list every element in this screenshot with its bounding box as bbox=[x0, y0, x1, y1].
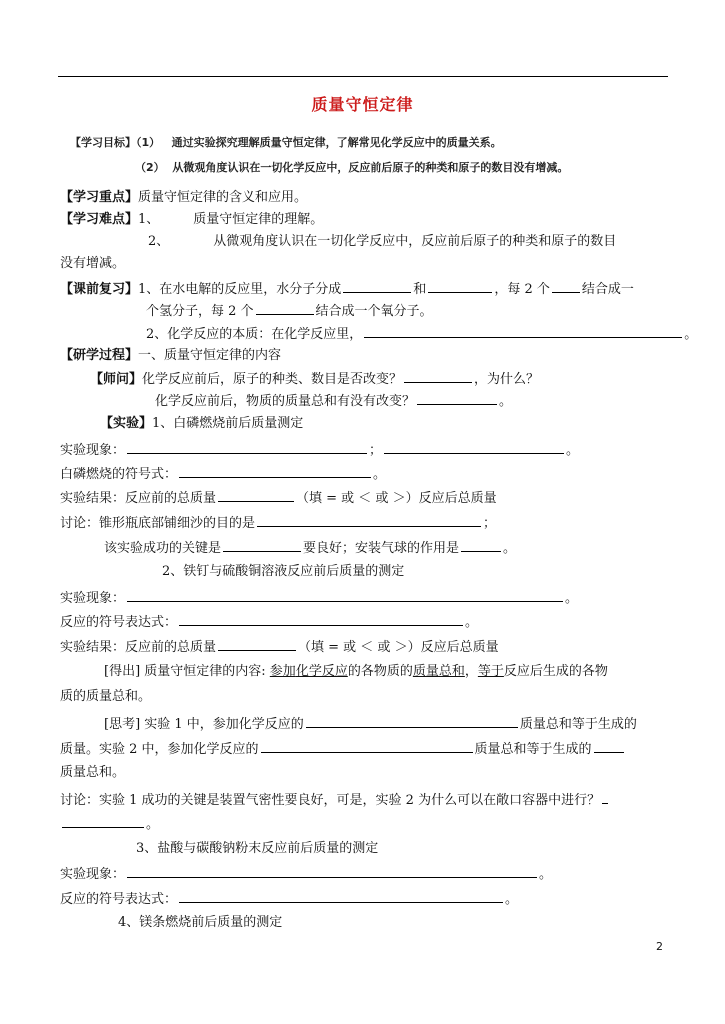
blank-field[interactable] bbox=[62, 814, 144, 828]
teacher-question-2: 化学反应前后，物质的质量总和有没有改变？ 。 bbox=[155, 391, 512, 411]
blank-field[interactable] bbox=[127, 440, 367, 454]
discussion-2-cont: 。 bbox=[60, 814, 159, 834]
header-rule bbox=[58, 76, 668, 77]
blank-field[interactable] bbox=[364, 324, 682, 338]
discussion-2: 讨论：实验 1 成功的关键是装置气密性要良好，可是，实验 2 为什么可以在敞口容器中进行？ bbox=[60, 790, 610, 810]
conclusion-cont: 质的质量总和。 bbox=[60, 689, 152, 704]
blank-field[interactable] bbox=[404, 369, 472, 383]
blank-field[interactable] bbox=[594, 739, 624, 753]
think-3: 质量总和。 bbox=[60, 765, 126, 780]
difficulty-2-cont: 没有增减。 bbox=[60, 256, 126, 271]
key-points: 【学习重点】质量守恒定律的含义和应用。 bbox=[60, 190, 308, 205]
blank-field[interactable] bbox=[552, 279, 580, 293]
blank-field[interactable] bbox=[179, 464, 371, 478]
experiment-1-phenomenon: 实验现象： ； 。 bbox=[60, 440, 579, 460]
blank-field[interactable] bbox=[179, 612, 463, 626]
think-2: 质量。实验 2 中，参加化学反应的 质量总和等于生成的 bbox=[60, 739, 626, 759]
process-heading: 【研学过程】一、质量守恒定律的内容 bbox=[60, 348, 282, 363]
blank-field[interactable] bbox=[127, 588, 563, 602]
blank-field[interactable] bbox=[417, 391, 497, 405]
difficulty-1: 【学习难点】1、 质量守恒定律的理解。 bbox=[60, 212, 324, 227]
blank-field[interactable] bbox=[223, 538, 301, 552]
think-1: [思考] 实验 1 中，参加化学反应的 质量总和等于生成的 bbox=[104, 714, 637, 734]
experiment-2-result: 实验结果：反应前的总质量 （填 = 或 ＜ 或 ＞）反应后总质量 bbox=[60, 637, 499, 657]
blank-field[interactable] bbox=[218, 488, 294, 502]
experiment-3-phenomenon: 实验现象： 。 bbox=[60, 864, 552, 884]
review-q2: 2、化学反应的本质：在化学反应里， 。 bbox=[146, 324, 697, 344]
experiment-1-key: 该实验成功的关键是 要良好；安装气球的作用是 。 bbox=[104, 538, 516, 558]
experiment-2-title: 2、铁钉与硫酸铜溶液反应前后质量的测定 bbox=[162, 564, 405, 579]
experiment-4-title: 4、镁条燃烧前后质量的测定 bbox=[118, 915, 283, 930]
page-title: 质量守恒定律 bbox=[311, 95, 414, 114]
review-q1-cont: 个氢分子，每 2 个 结合成一个氧分子。 bbox=[146, 301, 433, 321]
blank-field[interactable] bbox=[179, 889, 503, 903]
page-number: 2 bbox=[656, 940, 663, 953]
review-q1: 【课前复习】1、在水电解的反应里，水分子分成 和 ，每 2 个 结合成一 bbox=[60, 279, 634, 299]
blank-field[interactable] bbox=[602, 790, 608, 804]
objective-2: （2） 从微观角度认识在一切化学反应中，反应前后原子的种类和原子的数目没有增减。 bbox=[135, 161, 569, 174]
blank-field[interactable] bbox=[127, 864, 537, 878]
blank-field[interactable] bbox=[306, 714, 518, 728]
experiment-1-result: 实验结果：反应前的总质量 （填 = 或 ＜ 或 ＞）反应后总质量 bbox=[60, 488, 497, 508]
objective-1: 【学习目标】（1） 通过实验探究理解质量守恒定律，了解常见化学反应中的质量关系。 bbox=[70, 136, 502, 149]
experiment-3-title: 3、盐酸与碳酸钠粉末反应前后质量的测定 bbox=[136, 841, 379, 856]
objectives-label: 【学习目标】 bbox=[70, 136, 136, 149]
blank-field[interactable] bbox=[428, 279, 492, 293]
experiment-2-symbol: 反应的符号表达式： 。 bbox=[60, 612, 478, 632]
conclusion: [得出] 质量守恒定律的内容: 参加化学反应的各物质的质量总和，等于反应后生成的各物 bbox=[104, 664, 608, 679]
blank-field[interactable] bbox=[256, 301, 314, 315]
blank-field[interactable] bbox=[261, 739, 473, 753]
blank-field[interactable] bbox=[257, 513, 481, 527]
experiment-3-symbol: 反应的符号表达式： 。 bbox=[60, 889, 518, 909]
blank-field[interactable] bbox=[218, 637, 296, 651]
blank-field[interactable] bbox=[384, 440, 564, 454]
experiment-1-symbol: 白磷燃烧的符号式： 。 bbox=[60, 464, 386, 484]
blank-field[interactable] bbox=[461, 538, 501, 552]
teacher-question-1: 【师问】化学反应前后，原子的种类、数目是否改变？ ，为什么？ bbox=[90, 369, 539, 389]
experiment-2-phenomenon: 实验现象： 。 bbox=[60, 588, 578, 608]
experiment-1-discussion: 讨论：锥形瓶底部铺细沙的目的是 ； bbox=[60, 513, 496, 533]
difficulty-2: 2、 从微观角度认识在一切化学反应中，反应前后原子的种类和原子的数目 bbox=[148, 234, 617, 249]
blank-field[interactable] bbox=[343, 279, 411, 293]
experiment-1-title: 【实验】1、白磷燃烧前后质量测定 bbox=[100, 416, 304, 431]
